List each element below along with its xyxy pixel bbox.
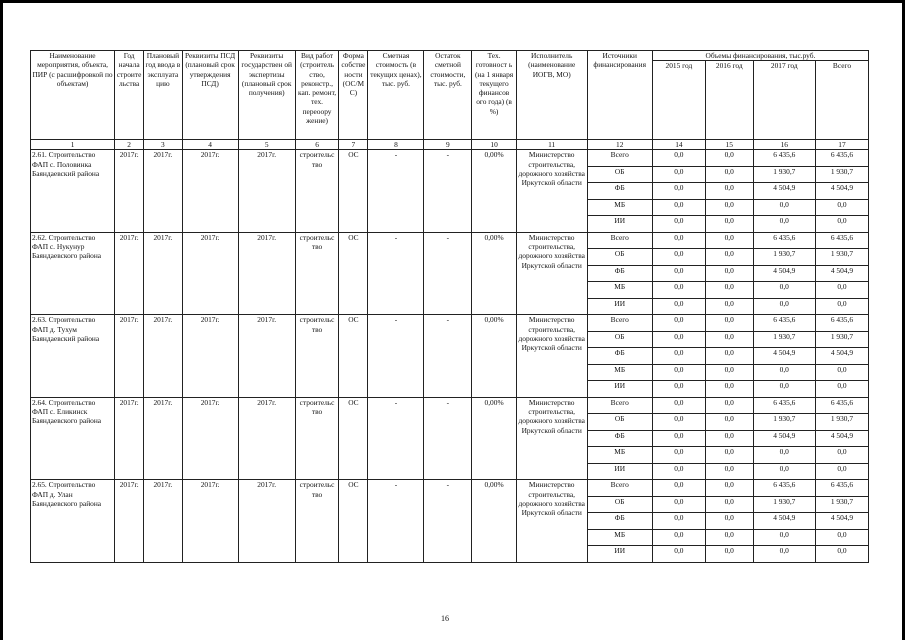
amount-2016: 0,0 xyxy=(705,397,753,414)
estimate: - xyxy=(368,480,424,563)
header-row xyxy=(31,51,869,61)
col-number: 15 xyxy=(705,140,753,150)
amount-total: 4 504,9 xyxy=(815,513,868,530)
funding-source: МБ xyxy=(587,364,652,381)
amount-2016: 0,0 xyxy=(705,348,753,365)
amount-total: 0,0 xyxy=(815,381,868,398)
funding-source: ОБ xyxy=(587,414,652,431)
amount-2016: 0,0 xyxy=(705,315,753,332)
amount-2017: 4 504,9 xyxy=(753,430,815,447)
funding-source: ФБ xyxy=(587,183,652,200)
start-year: 2017г. xyxy=(115,480,144,563)
col-number: 14 xyxy=(652,140,705,150)
amount-2016: 0,0 xyxy=(705,364,753,381)
amount-2017: 6 435,6 xyxy=(753,397,815,414)
object-row xyxy=(31,232,869,249)
amount-2015: 0,0 xyxy=(652,496,705,513)
amount-total: 0,0 xyxy=(815,216,868,233)
ownership: ОС xyxy=(339,397,368,480)
funding-source: МБ xyxy=(587,447,652,464)
funding-source: Всего xyxy=(587,232,652,249)
executor: Министерство строительства, дорожного хозяйства Иркутской области xyxy=(516,232,587,315)
col-number: 12 xyxy=(587,140,652,150)
amount-2015: 0,0 xyxy=(652,232,705,249)
col-number: 17 xyxy=(815,140,868,150)
col-number: 10 xyxy=(472,140,517,150)
amount-total: 0,0 xyxy=(815,546,868,563)
amount-2016: 0,0 xyxy=(705,546,753,563)
amount-2015: 0,0 xyxy=(652,546,705,563)
amount-2015: 0,0 xyxy=(652,513,705,530)
amount-2017: 0,0 xyxy=(753,546,815,563)
header-2017: 2017 год xyxy=(753,61,815,140)
remainder: - xyxy=(424,397,472,480)
amount-2016: 0,0 xyxy=(705,199,753,216)
funding-source: ОБ xyxy=(587,249,652,266)
funding-source: ОБ xyxy=(587,331,652,348)
amount-2015: 0,0 xyxy=(652,364,705,381)
col-number: 9 xyxy=(424,140,472,150)
readiness: 0,00% xyxy=(472,150,517,233)
work-type: строительс тво xyxy=(295,315,339,398)
executor: Министерство строительства, дорожного хозяйства Иркутской области xyxy=(516,480,587,563)
amount-2017: 6 435,6 xyxy=(753,150,815,167)
amount-2015: 0,0 xyxy=(652,199,705,216)
work-type: строительс тво xyxy=(295,150,339,233)
ownership: ОС xyxy=(339,480,368,563)
executor: Министерство строительства, дорожного хозяйства Иркутской области xyxy=(516,397,587,480)
col-number: 2 xyxy=(115,140,144,150)
amount-2016: 0,0 xyxy=(705,447,753,464)
object-name: 2.61. Строительство ФАП с. Половинка Баяндаевский района xyxy=(31,150,115,233)
psd-date: 2017г. xyxy=(182,480,238,563)
amount-total: 4 504,9 xyxy=(815,430,868,447)
remainder: - xyxy=(424,480,472,563)
psd-date: 2017г. xyxy=(182,150,238,233)
psd-date: 2017г. xyxy=(182,397,238,480)
amount-2017: 0,0 xyxy=(753,364,815,381)
amount-2017: 1 930,7 xyxy=(753,414,815,431)
funding-source: ИИ xyxy=(587,463,652,480)
col-number: 1 xyxy=(31,140,115,150)
readiness: 0,00% xyxy=(472,315,517,398)
amount-2015: 0,0 xyxy=(652,265,705,282)
funding-source: ОБ xyxy=(587,496,652,513)
header-expertise: Реквизиты государствен ой экспертизы (плановый срок получения) xyxy=(238,51,295,140)
amount-2017: 1 930,7 xyxy=(753,331,815,348)
object-name: 2.64. Строительство ФАП с. Еликинск Баяндаевского района xyxy=(31,397,115,480)
funding-source: МБ xyxy=(587,529,652,546)
amount-2016: 0,0 xyxy=(705,298,753,315)
start-year: 2017г. xyxy=(115,397,144,480)
amount-2017: 1 930,7 xyxy=(753,496,815,513)
amount-2015: 0,0 xyxy=(652,282,705,299)
start-year: 2017г. xyxy=(115,150,144,233)
amount-total: 6 435,6 xyxy=(815,315,868,332)
amount-total: 1 930,7 xyxy=(815,331,868,348)
amount-2017: 0,0 xyxy=(753,282,815,299)
amount-2017: 0,0 xyxy=(753,216,815,233)
amount-2017: 6 435,6 xyxy=(753,480,815,497)
financing-table xyxy=(30,50,869,563)
expertise-date: 2017г. xyxy=(238,397,295,480)
amount-2015: 0,0 xyxy=(652,166,705,183)
estimate: - xyxy=(368,150,424,233)
funding-source: Всего xyxy=(587,315,652,332)
amount-2015: 0,0 xyxy=(652,348,705,365)
amount-2017: 0,0 xyxy=(753,298,815,315)
funding-source: ФБ xyxy=(587,348,652,365)
amount-2017: 4 504,9 xyxy=(753,348,815,365)
object-name: 2.65. Строительство ФАП д. Улан Баяндаевского района xyxy=(31,480,115,563)
amount-2015: 0,0 xyxy=(652,331,705,348)
amount-2016: 0,0 xyxy=(705,463,753,480)
amount-2015: 0,0 xyxy=(652,447,705,464)
column-numbers-row xyxy=(31,140,869,150)
object-row xyxy=(31,150,869,167)
plan-year: 2017г. xyxy=(144,315,182,398)
amount-2015: 0,0 xyxy=(652,315,705,332)
amount-2015: 0,0 xyxy=(652,397,705,414)
amount-2017: 0,0 xyxy=(753,529,815,546)
funding-source: ФБ xyxy=(587,513,652,530)
readiness: 0,00% xyxy=(472,397,517,480)
amount-2016: 0,0 xyxy=(705,183,753,200)
funding-source: ИИ xyxy=(587,381,652,398)
amount-total: 0,0 xyxy=(815,463,868,480)
object-name: 2.63. Строительство ФАП д. Тухум Баяндаевский района xyxy=(31,315,115,398)
page-border-top xyxy=(0,0,905,3)
amount-2017: 1 930,7 xyxy=(753,166,815,183)
col-number: 8 xyxy=(368,140,424,150)
amount-2015: 0,0 xyxy=(652,249,705,266)
readiness: 0,00% xyxy=(472,480,517,563)
amount-2017: 0,0 xyxy=(753,463,815,480)
plan-year: 2017г. xyxy=(144,397,182,480)
ownership: ОС xyxy=(339,150,368,233)
estimate: - xyxy=(368,232,424,315)
amount-2015: 0,0 xyxy=(652,216,705,233)
amount-2015: 0,0 xyxy=(652,381,705,398)
ownership: ОС xyxy=(339,315,368,398)
funding-source: ФБ xyxy=(587,430,652,447)
work-type: строительс тво xyxy=(295,232,339,315)
executor: Министерство строительства, дорожного хозяйства Иркутской области xyxy=(516,150,587,233)
start-year: 2017г. xyxy=(115,315,144,398)
start-year: 2017г. xyxy=(115,232,144,315)
header-volumes: Объемы финансирования, тыс.руб. xyxy=(652,51,868,61)
col-number: 16 xyxy=(753,140,815,150)
header-readiness: Тех. готовност ь (на 1 января текущего финансов ого года) (в %) xyxy=(472,51,517,140)
amount-total: 0,0 xyxy=(815,447,868,464)
header-start-year: Год начала строите льства xyxy=(115,51,144,140)
amount-total: 4 504,9 xyxy=(815,348,868,365)
plan-year: 2017г. xyxy=(144,232,182,315)
amount-2017: 4 504,9 xyxy=(753,265,815,282)
header-executor: Исполнитель (наименование ИОГВ, МО) xyxy=(516,51,587,140)
header-psd: Реквизиты ПСД (плановый срок утверждения ПСД) xyxy=(182,51,238,140)
expertise-date: 2017г. xyxy=(238,315,295,398)
amount-total: 0,0 xyxy=(815,529,868,546)
remainder: - xyxy=(424,150,472,233)
amount-2015: 0,0 xyxy=(652,183,705,200)
estimate: - xyxy=(368,315,424,398)
remainder: - xyxy=(424,232,472,315)
funding-source: Всего xyxy=(587,397,652,414)
amount-total: 1 930,7 xyxy=(815,414,868,431)
amount-2015: 0,0 xyxy=(652,480,705,497)
funding-source: Всего xyxy=(587,150,652,167)
col-number: 7 xyxy=(339,140,368,150)
col-number: 6 xyxy=(295,140,339,150)
amount-2017: 6 435,6 xyxy=(753,232,815,249)
amount-2015: 0,0 xyxy=(652,298,705,315)
object-name: 2.62. Строительство ФАП с. Нукунур Баяндаевского района xyxy=(31,232,115,315)
header-ownership: Форма собстве ности (ОС/М С) xyxy=(339,51,368,140)
amount-total: 0,0 xyxy=(815,298,868,315)
amount-2015: 0,0 xyxy=(652,150,705,167)
expertise-date: 2017г. xyxy=(238,480,295,563)
amount-total: 0,0 xyxy=(815,199,868,216)
amount-total: 6 435,6 xyxy=(815,480,868,497)
amount-2016: 0,0 xyxy=(705,150,753,167)
col-number: 11 xyxy=(516,140,587,150)
funding-source: ОБ xyxy=(587,166,652,183)
plan-year: 2017г. xyxy=(144,150,182,233)
amount-total: 0,0 xyxy=(815,282,868,299)
amount-2017: 0,0 xyxy=(753,381,815,398)
funding-source: ИИ xyxy=(587,298,652,315)
work-type: строительс тво xyxy=(295,397,339,480)
page-border-left xyxy=(0,0,3,640)
col-number: 3 xyxy=(144,140,182,150)
amount-2016: 0,0 xyxy=(705,430,753,447)
object-row xyxy=(31,315,869,332)
amount-2017: 6 435,6 xyxy=(753,315,815,332)
header-remainder: Остаток сметной стоимости, тыс. руб. xyxy=(424,51,472,140)
object-row xyxy=(31,397,869,414)
funding-source: МБ xyxy=(587,199,652,216)
expertise-date: 2017г. xyxy=(238,150,295,233)
amount-total: 1 930,7 xyxy=(815,249,868,266)
amount-2016: 0,0 xyxy=(705,480,753,497)
funding-source: Всего xyxy=(587,480,652,497)
funding-source: МБ xyxy=(587,282,652,299)
amount-2016: 0,0 xyxy=(705,249,753,266)
amount-2015: 0,0 xyxy=(652,414,705,431)
amount-2017: 4 504,9 xyxy=(753,513,815,530)
work-type: строительс тво xyxy=(295,480,339,563)
amount-total: 0,0 xyxy=(815,364,868,381)
estimate: - xyxy=(368,397,424,480)
amount-2016: 0,0 xyxy=(705,232,753,249)
header-sources: Источники финансирования xyxy=(587,51,652,140)
psd-date: 2017г. xyxy=(182,232,238,315)
amount-total: 4 504,9 xyxy=(815,183,868,200)
amount-total: 6 435,6 xyxy=(815,232,868,249)
amount-total: 6 435,6 xyxy=(815,150,868,167)
amount-2016: 0,0 xyxy=(705,216,753,233)
remainder: - xyxy=(424,315,472,398)
amount-2017: 0,0 xyxy=(753,199,815,216)
ownership: ОС xyxy=(339,232,368,315)
object-row xyxy=(31,480,869,497)
amount-2016: 0,0 xyxy=(705,381,753,398)
amount-total: 1 930,7 xyxy=(815,496,868,513)
amount-total: 1 930,7 xyxy=(815,166,868,183)
amount-2017: 4 504,9 xyxy=(753,183,815,200)
header-plan-year: Плановый год ввода в эксплуата цию xyxy=(144,51,182,140)
page-number: 16 xyxy=(441,614,449,623)
amount-2015: 0,0 xyxy=(652,430,705,447)
amount-total: 4 504,9 xyxy=(815,265,868,282)
header-name: Наименование мероприятия, объекта, ПИР (с расшифровкой по объектам) xyxy=(31,51,115,140)
amount-2016: 0,0 xyxy=(705,282,753,299)
amount-2016: 0,0 xyxy=(705,331,753,348)
amount-2016: 0,0 xyxy=(705,529,753,546)
funding-source: ИИ xyxy=(587,216,652,233)
psd-date: 2017г. xyxy=(182,315,238,398)
col-number: 4 xyxy=(182,140,238,150)
funding-source: ФБ xyxy=(587,265,652,282)
header-work-type: Вид работ (строитель ство, реконстр., кап. ремонт, тех. переоору жение) xyxy=(295,51,339,140)
col-number: 5 xyxy=(238,140,295,150)
amount-2016: 0,0 xyxy=(705,513,753,530)
amount-2016: 0,0 xyxy=(705,414,753,431)
amount-2015: 0,0 xyxy=(652,463,705,480)
header-estimate: Сметная стоимость (в текущих ценах), тыс. руб. xyxy=(368,51,424,140)
expertise-date: 2017г. xyxy=(238,232,295,315)
amount-2016: 0,0 xyxy=(705,496,753,513)
amount-total: 6 435,6 xyxy=(815,397,868,414)
executor: Министерство строительства, дорожного хозяйства Иркутской области xyxy=(516,315,587,398)
header-2015: 2015 год xyxy=(652,61,705,140)
header-2016: 2016 год xyxy=(705,61,753,140)
amount-2016: 0,0 xyxy=(705,265,753,282)
header-total: Всего xyxy=(815,61,868,140)
funding-source: ИИ xyxy=(587,546,652,563)
plan-year: 2017г. xyxy=(144,480,182,563)
amount-2015: 0,0 xyxy=(652,529,705,546)
amount-2017: 1 930,7 xyxy=(753,249,815,266)
amount-2017: 0,0 xyxy=(753,447,815,464)
readiness: 0,00% xyxy=(472,232,517,315)
amount-2016: 0,0 xyxy=(705,166,753,183)
